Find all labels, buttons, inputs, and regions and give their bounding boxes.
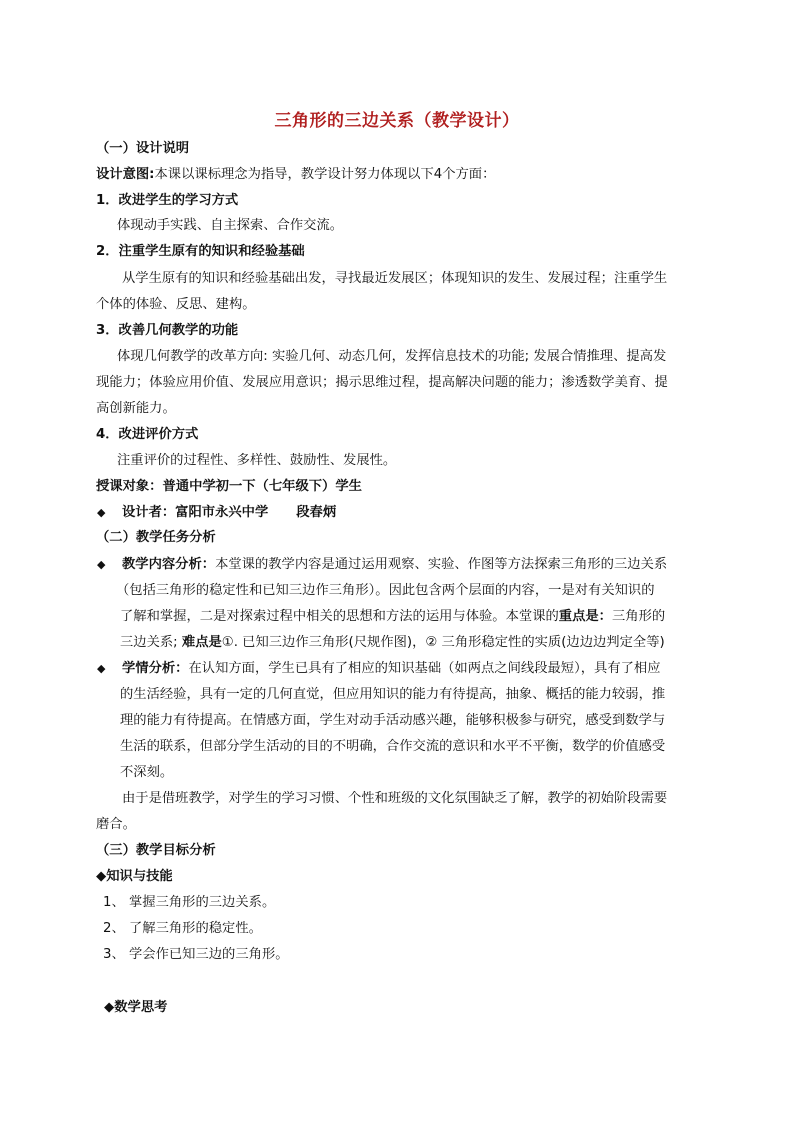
content-analysis-line-4 bbox=[120, 633, 665, 653]
objective-1: 1、 掌握三角形的三边关系。 bbox=[103, 895, 276, 910]
bullet-icon: ◆ bbox=[97, 558, 106, 571]
content-analysis-label: 教学内容分析： bbox=[122, 557, 216, 572]
designer-label: 设计者：富阳市永兴中学 bbox=[122, 505, 269, 520]
section-2-heading: （二）教学任务分析 bbox=[96, 530, 216, 545]
key-point-label: 重点是： bbox=[558, 609, 612, 624]
objective-3: 3、 学会作已知三边的三角形。 bbox=[103, 947, 289, 962]
document-title: 三角形的三边关系（教学设计） bbox=[274, 111, 520, 131]
objective-2: 2、 了解三角形的稳定性。 bbox=[103, 921, 262, 936]
target-students: 授课对象：普通中学初一下（七年级下）学生 bbox=[96, 479, 362, 494]
content-analysis-text: 本堂课的教学内容是通过运用观察、实验、作图等方法探索三角形的三边关系 bbox=[215, 557, 668, 572]
point-3-body-line-2: 现能力；体验应用价值、发展应用意识；揭示思维过程，提高解决问题的能力；渗透数学美育、提 bbox=[96, 375, 668, 390]
borrowed-class-line-1: 由于是借班教学，对学生的学习习惯、个性和班级的文化氛围缺乏了解，教学的初始阶段需要 bbox=[122, 791, 668, 806]
point-4-heading: 4．改进评价方式 bbox=[96, 427, 199, 442]
math-thinking-heading: ◆数学思考 bbox=[104, 1000, 168, 1015]
borrowed-class-line-2: 磨合。 bbox=[96, 817, 136, 832]
learner-analysis-line-4: 生活的联系，但部分学生活动的目的不明确，合作交流的意识和水平不平衡，数学的价值感受 bbox=[120, 739, 666, 754]
content-text: 了解和掌握，二是对探索过程中相关的思想和方法的运用与体验。本堂课的 bbox=[120, 609, 559, 624]
point-1-body: 体现动手实践、自主探索、合作交流。 bbox=[117, 218, 344, 233]
design-intent-label: 设计意图: bbox=[96, 167, 155, 182]
learner-analysis-text: 在认知方面，学生已具有了相应的知识基础（如两点之间线段最短），具有了相应 bbox=[188, 661, 661, 676]
content-analysis-line-3 bbox=[120, 607, 665, 627]
content-analysis-line-1 bbox=[122, 555, 667, 575]
difficulty-label: 难点是 bbox=[181, 635, 222, 650]
learner-analysis-line-1 bbox=[122, 659, 661, 679]
learner-analysis-label: 学情分析： bbox=[122, 661, 189, 676]
point-4-body: 注重评价的过程性、多样性、鼓励性、发展性。 bbox=[117, 453, 397, 468]
design-intent-line bbox=[96, 165, 495, 185]
section-1-heading: （一）设计说明 bbox=[96, 141, 190, 156]
point-3-heading: 3．改善几何教学的功能 bbox=[96, 323, 239, 338]
bullet-icon: ◆ bbox=[97, 662, 106, 675]
point-1-heading: 1．改进学生的学习方式 bbox=[96, 193, 239, 208]
point-3-body-line-3: 高创新能力。 bbox=[96, 401, 176, 416]
learner-analysis-line-3: 理的能力有待提高。在情感方面，学生对动手活动感兴趣，能够积极参与研究，感受到数学与 bbox=[120, 713, 666, 728]
content-text: 三角形的 bbox=[611, 609, 666, 624]
design-intent-text: 本课以课标理念为指导，教学设计努力体现以下4个方面： bbox=[154, 167, 496, 182]
content-text: ①. 已知三边作三角形(尺规作图)，② 三角形稳定性的实质(边边边判定全等) bbox=[221, 635, 665, 650]
learner-analysis-line-5: 不深刻。 bbox=[120, 765, 174, 780]
content-text: 三边关系; bbox=[120, 635, 178, 650]
content-analysis-line-2: （包括三角形的稳定性和已知三边作三角形）。因此包含两个层面的内容，一是对有关知识的 bbox=[116, 583, 655, 598]
bullet-icon: ◆ bbox=[97, 506, 106, 519]
point-2-heading: 2．注重学生原有的知识和经验基础 bbox=[96, 244, 305, 259]
designer-name: 段春炳 bbox=[296, 505, 337, 520]
knowledge-skills-heading: ◆知识与技能 bbox=[96, 869, 173, 884]
point-2-body-line-1: 从学生原有的知识和经验基础出发，寻找最近发展区；体现知识的发生、发展过程；注重学生 bbox=[122, 271, 668, 286]
point-3-body-line-1: 体现几何教学的改革方向: 实验几何、动态几何，发挥信息技术的功能; 发展合情推理、提高发 bbox=[117, 349, 667, 364]
point-2-body-line-2: 个体的体验、反思、建构。 bbox=[96, 297, 256, 312]
learner-analysis-line-2: 的生活经验，具有一定的几何直觉，但应用知识的能力有待提高，抽象、概括的能力较弱，推 bbox=[120, 687, 666, 702]
section-3-heading: （三）教学目标分析 bbox=[96, 843, 216, 858]
designer-line bbox=[122, 503, 336, 523]
